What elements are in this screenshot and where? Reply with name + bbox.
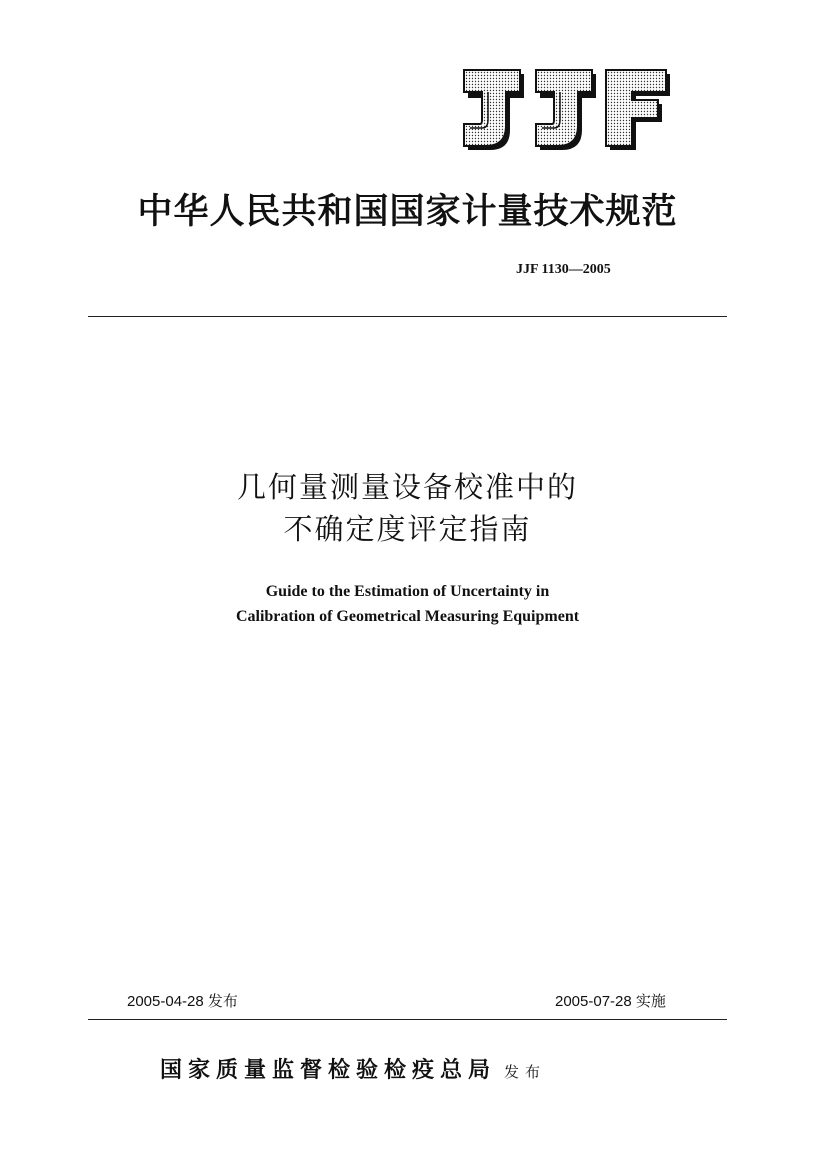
logo-letter-j2 [536, 70, 596, 150]
standard-type-title: 中华人民共和国国家计量技术规范 [137, 191, 678, 232]
title-english-line-1: Guide to the Estimation of Uncertainty in [265, 583, 550, 600]
jjf-logo [462, 68, 674, 156]
title-chinese-line-2: 不确定度评定指南 [283, 512, 532, 546]
bottom-divider [88, 1019, 727, 1020]
title-english-line-2: Calibration of Geometrical Measuring Equipment [235, 608, 580, 625]
effective-date: 2005-07-28 实施 [555, 993, 666, 1010]
publisher-name: 国家质量监督检验检疫总局 [160, 1057, 497, 1083]
logo-letter-f [606, 70, 670, 150]
title-chinese-line-1: 几何量测量设备校准中的 [236, 470, 578, 504]
top-divider [88, 316, 727, 317]
publisher [160, 1053, 546, 1084]
publisher-action: 发布 [504, 1063, 547, 1081]
jjf-logo-graphic [462, 68, 674, 156]
issue-date: 2005-04-28 发布 [127, 993, 238, 1010]
logo-letter-j1 [464, 70, 524, 150]
standard-code: JJF 1130—2005 [516, 262, 611, 277]
